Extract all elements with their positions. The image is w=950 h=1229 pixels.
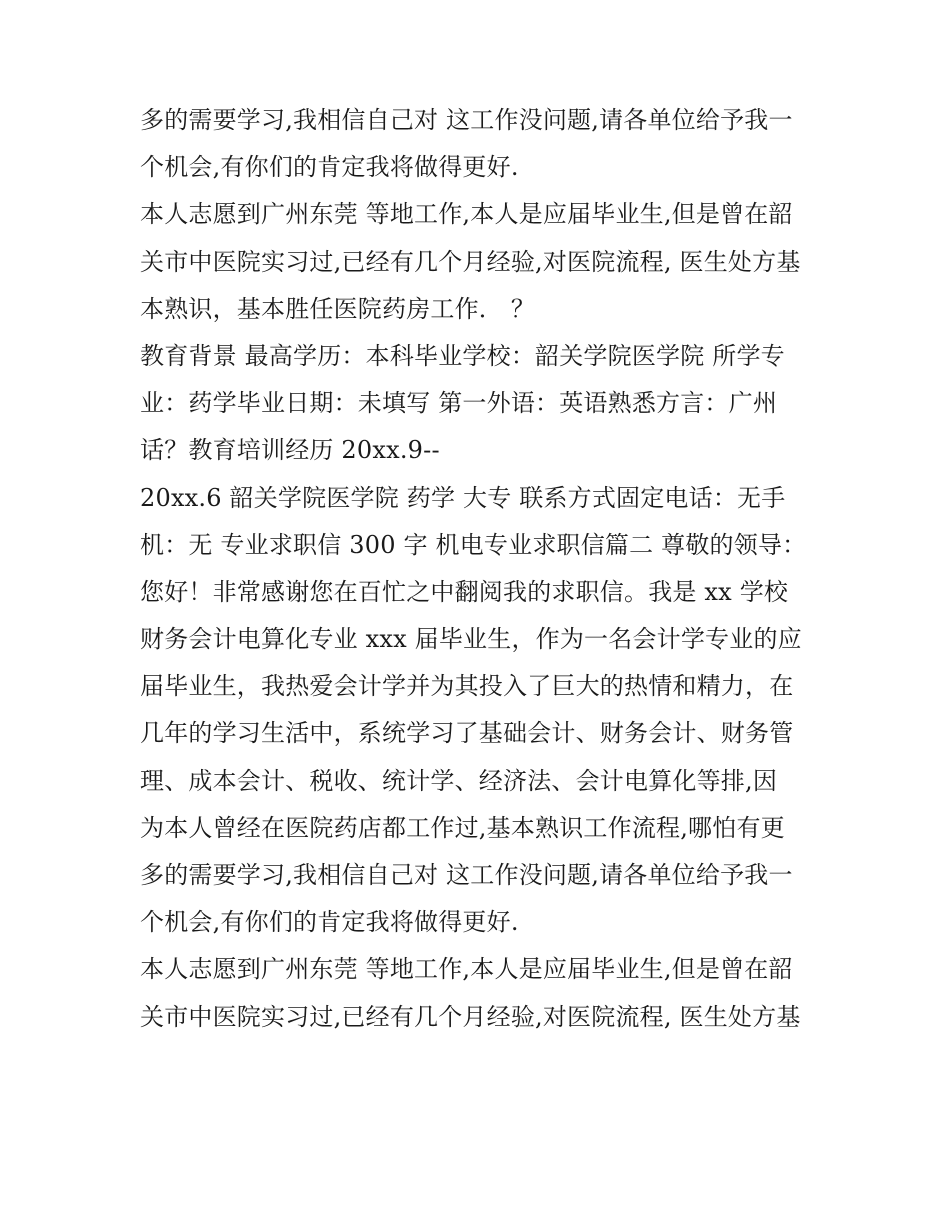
text-line: 几年的学习生活中，系统学习了基础会计、财务会计、财务管 [140, 719, 794, 748]
text-line: 业：药学毕业日期：未填写 第一外语：英语熟悉方言：广州 [140, 389, 778, 418]
text-line: 教育背景 最高学历：本科毕业学校：韶关学院医学院 所学专 [140, 341, 785, 370]
text-line: 您好！非常感谢您在百忙之中翻阅我的求职信。我是 xx 学校 [140, 577, 789, 606]
text-line: 个机会,有你们的肯定我将做得更好. [140, 153, 519, 182]
document-text-body [140, 106, 820, 1050]
text-line: 本人志愿到广州东莞 等地工作,本人是应届毕业生,但是曾在韶 [140, 955, 793, 984]
text-line: 多的需要学习,我相信自己对 这工作没问题,请各单位给予我一 [140, 861, 793, 889]
text-line: 关市中医院实习过,已经有几个月经验,对医院流程, 医生处方基 [140, 247, 801, 276]
text-line: 本人志愿到广州东莞 等地工作,本人是应届毕业生,但是曾在韶 [140, 200, 793, 229]
text-line: 个机会,有你们的肯定我将做得更好. [140, 908, 519, 937]
text-line: 20xx.6 韶关学院医学院 药学 大专 联系方式固定电话：无手 [140, 483, 786, 512]
text-line: 多的需要学习,我相信自己对 这工作没问题,请各单位给予我一 [140, 106, 793, 134]
text-line: 话？教育培训经历 20xx.9-- [140, 436, 440, 465]
text-line: 理、成本会计、税收、统计学、经济法、会计电算化等排,因 [140, 766, 778, 795]
text-line: 届毕业生，我热爱会计学并为其投入了巨大的热情和精力，在 [140, 672, 794, 701]
text-line: 机：无 专业求职信 300 字 机电专业求职信篇二 尊敬的领导： [140, 530, 807, 559]
text-line: 为本人曾经在医院药店都工作过,基本熟识工作流程,哪怕有更 [140, 813, 785, 842]
text-line: 财务会计电算化专业 xxx 届毕业生，作为一名会计学专业的应 [140, 625, 802, 654]
text-line: 关市中医院实习过,已经有几个月经验,对医院流程, 医生处方基 [140, 1002, 801, 1031]
text-line: 本熟识，基本胜任医院药房工作． ？ [140, 294, 536, 323]
